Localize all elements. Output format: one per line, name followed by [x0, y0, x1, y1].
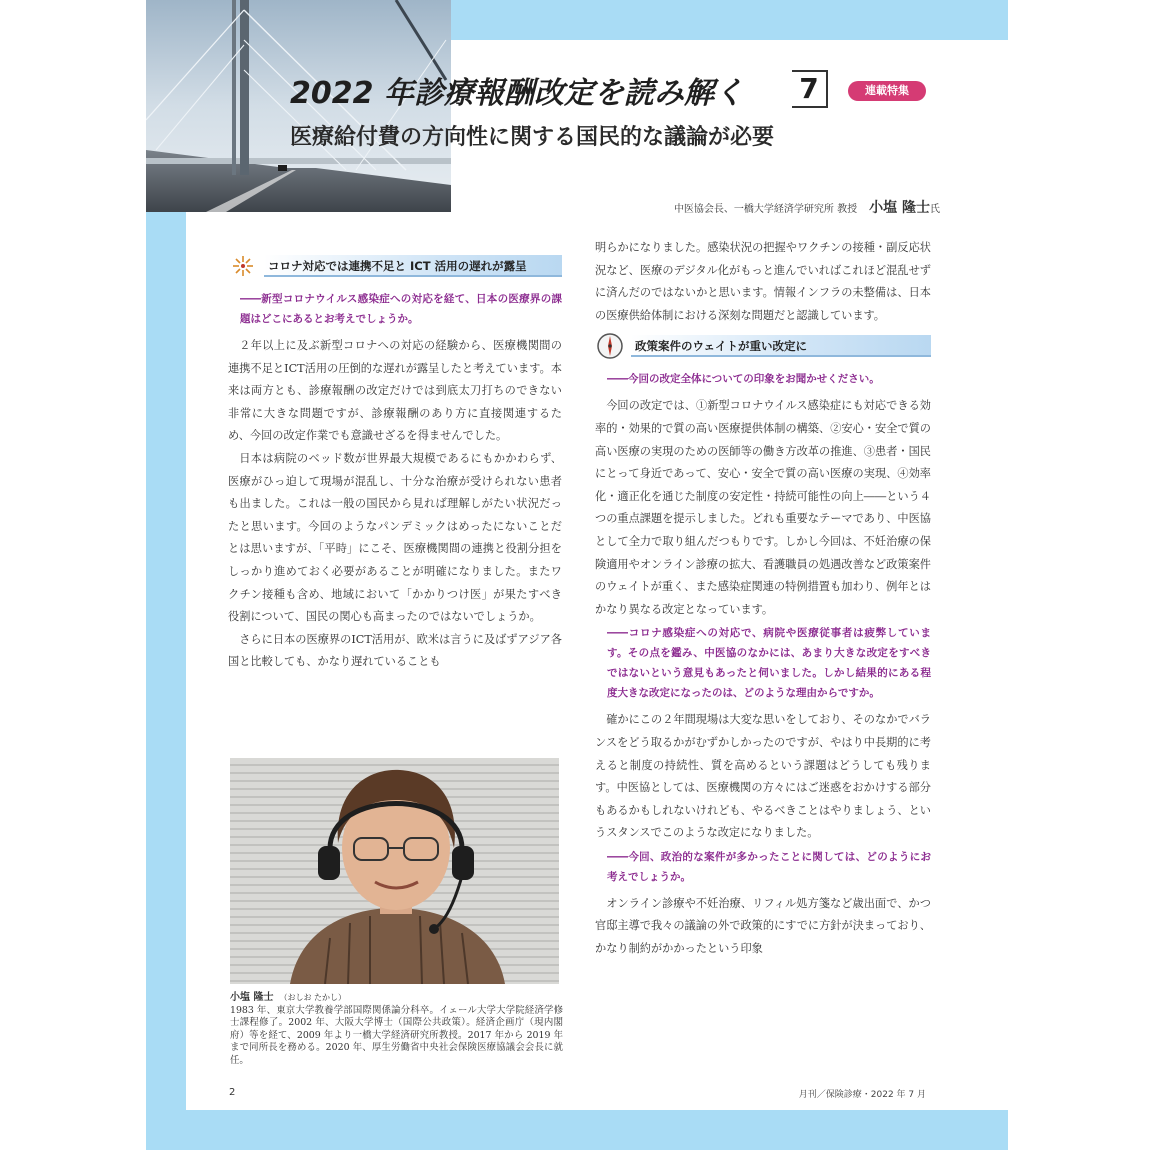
section-title-1: コロナ対応では連携不足と ICT 活用の遅れが露呈: [264, 255, 562, 277]
body-paragraph: オンライン診療や不妊治療、リフィル処方箋など歳出面で、かつ官邸主導で我々の議論の外で政策的にすでに方針が決まっており、かなり制約がかかったという印象: [595, 896, 931, 956]
interview-question-1: ――新型コロナウイルス感染症への対応を経て、日本の医療界の課題はどこにあるとお考えでしょうか。: [240, 293, 562, 325]
interview-question-2: ――今回の改定全体についての印象をお聞かせください。: [607, 373, 880, 386]
interviewee-portrait: [230, 758, 559, 984]
body-paragraph: ２年以上に及ぶ新型コロナへの対応の経験から、医療機関間の連携不足とICT活用の圧倒的な遅れが露呈したと考えています。本来は両方とも、診療報酬の改定だけでは到底太刀打ちのできない非常に大きな問題ですが、診療報酬のあり方に直接関連するため、今回の改定作業でも意識せざるを得ませんでした。: [228, 339, 562, 443]
caption-reading: （おしお たかし）: [279, 993, 347, 1002]
right-column: [595, 237, 931, 961]
article-title: 2022 年診療報酬改定を読み解く: [290, 76, 744, 111]
left-column: [228, 247, 562, 674]
section-title-2: 政策案件のウェイトが重い改定に: [631, 335, 931, 357]
body-paragraph: 日本は病院のベッド数が世界最大規模であるにもかかわらず、医療がひっ迫して現場が混乱し、十分な治療が受けられない患者も出ました。これは一般の国民から見れば理解しがたい状況だったと思います。今回のようなパンデミックはめったにないことだとは思いますが、「平時」にこそ、医療機関間の連携と役割分担をしっかり進めておく必要があることが明確になりました。またワクチン接種も含め、地域において「かかりつけ医」が果たすべき役割について、国民の関心も高まったのではないでしょうか。: [228, 451, 562, 624]
byline-affiliation: 中医協会長、一橋大学経済学研究所 教授: [673, 204, 858, 215]
caption-name: 小塩 隆士: [230, 992, 274, 1003]
article-subtitle: 医療給付費の方向性に関する国民的な議論が必要: [290, 125, 775, 150]
fireworks-icon: [228, 251, 258, 281]
body-paragraph: 明らかになりました。感染状況の把握やワクチンの接種・副反応状況など、医療のデジタル化がもっと進んでいればこれほど混乱せずに済んだのではないかと思います。情報インフラの未整備は、日本の医療供給体制における深刻な問題だと認識しています。: [595, 241, 931, 322]
body-paragraph: 確かにこの２年間現場は大変な思いをしており、そのなかでバランスをどう取るかがむずかしかったのですが、やはり中長期的に考えると制度の持続性、質を高めるという課題はどうしても残ります。中医協としては、医療機関の方々にはご迷惑をおかけする部分もあるかもしれないけれども、やるべきことはやりましょう、というスタンスでこのような改定になりました。: [595, 713, 931, 840]
journal-footer: 月刊／保険診療・2022 年 7 月: [798, 1090, 926, 1100]
section-heading-2: [595, 331, 931, 361]
issue-number: 7: [792, 70, 828, 108]
bottom-blue-band: [146, 1110, 1008, 1150]
section-heading-1: [228, 251, 562, 281]
interview-question-3: ――コロナ感染症への対応で、病院や医療従事者は疲弊しています。その点を鑑み、中医協のなかには、あまり大きな改定をすべきではないという意見もあったと伺いました。しかし結果的にある程度大きな改定になったのは、どのような理由からですか。: [607, 627, 931, 700]
page-number: 2: [229, 1087, 236, 1098]
byline-suffix: 氏: [930, 204, 940, 215]
byline-name: 小塩 隆士: [869, 200, 930, 216]
series-badge: 連載特集: [848, 81, 926, 101]
portrait-caption: [230, 992, 563, 1068]
byline: [560, 197, 940, 217]
body-paragraph: 今回の改定では、①新型コロナウイルス感染症にも対応できる効率的・効果的で質の高い医療提供体制の構築、②安心・安全で質の高い医療の実現のための医師等の働き方改革の推進、③患者・国民にとって身近であって、安心・安全で質の高い医療の実現、④効率化・適正化を通じた制度の安定性・持続可能性の向上――という４つの重点課題を提示しました。どれも重要なテーマであり、中医協として全力で取り組んだつもりです。しかし今回は、不妊治療の保険適用やオンライン診療の拡大、看護職員の処遇改善など政策案件のウェイトが重く、また感染症関連の特例措置も加わり、例年とはかなり異なる改定となっています。: [595, 399, 931, 616]
caption-biography: 1983 年、東京大学教養学部国際関係論分科卒。イェール大学大学院経済学修士課程修了。2002 年、大阪大学博士（国際公共政策）。経済企画庁（現内閣府）等を経て、2009 年より一橋大学経済研究所教授。2017 年から 2019 年まで同所長を務める。2020 年、厚生労働省中央社会保険医療協議会会長に就任。: [230, 1004, 563, 1066]
interview-question-4: ――今回、政治的な案件が多かったことに関しては、どのようにお考えでしょうか。: [607, 850, 931, 883]
body-paragraph: さらに日本の医療界のICT活用が、欧米は言うに及ばずアジア各国と比較しても、かなり遅れていることも: [228, 632, 562, 669]
compass-icon: [595, 331, 625, 361]
